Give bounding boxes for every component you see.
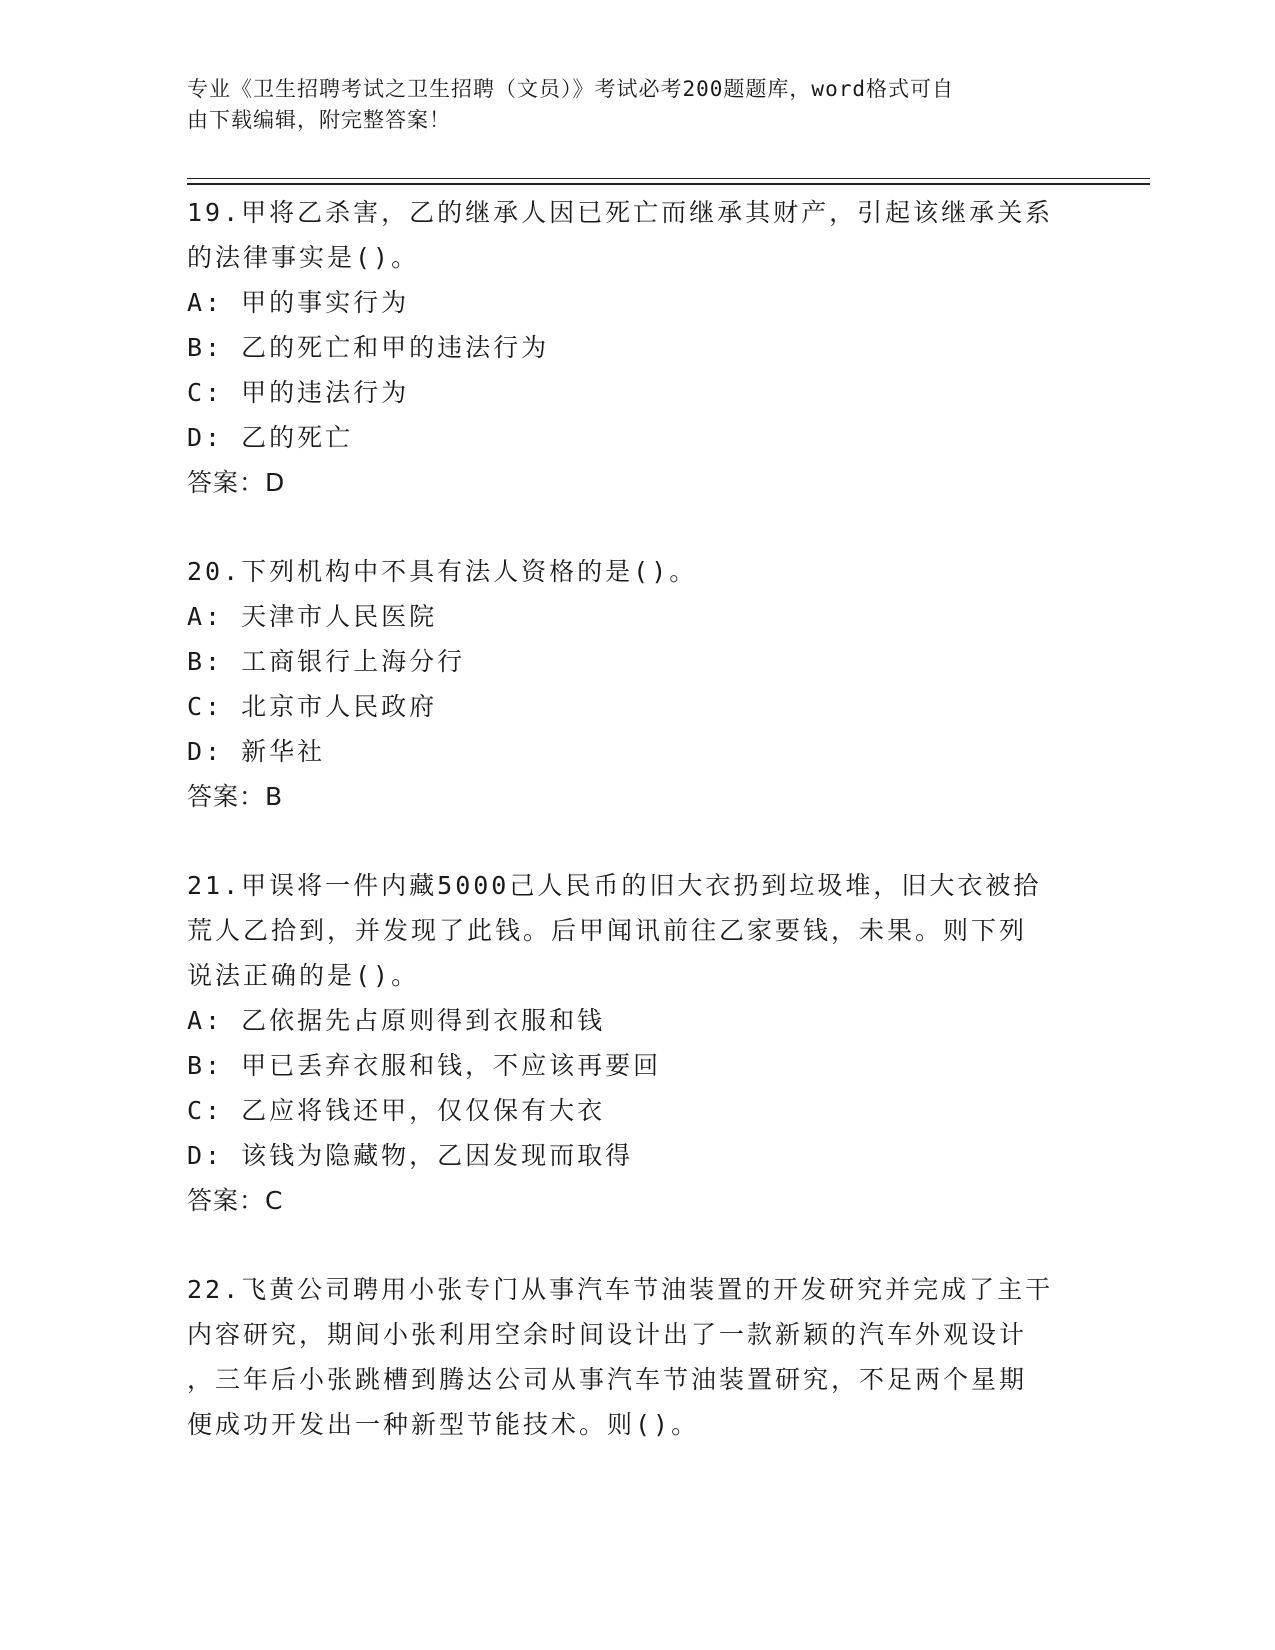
question-stem: 19.甲将乙杀害，乙的继承人因已死亡而继承其财产，引起该继承关系 的法律事实是()。: [187, 198, 1054, 272]
option-b: B: 甲已丢弃衣服和钱，不应该再要回: [187, 1051, 662, 1080]
option-d: D: 乙的死亡: [187, 423, 354, 452]
option-d: D: 该钱为隐藏物，乙因发现而取得: [187, 1141, 634, 1170]
option-b: B: 工商银行上海分行: [187, 647, 466, 676]
option-c: C: 乙应将钱还甲，仅仅保有大衣: [187, 1096, 606, 1125]
document-header: [187, 74, 1067, 136]
question-20: [187, 549, 1087, 819]
option-a: A: 乙依据先占原则得到衣服和钱: [187, 1006, 606, 1035]
answer-line: 答案：B: [187, 782, 284, 811]
header-line-1: 专业《卫生招聘考试之卫生招聘（文员）》考试必考200题题库，word格式可自: [187, 77, 954, 101]
question-22: [187, 1267, 1087, 1447]
question-stem: 21.甲误将一件内藏5000己人民币的旧大衣扔到垃圾堆，旧大衣被拾 荒人乙拾到，并发现了此钱。后甲闻讯前往乙家要钱，未果。则下列 说法正确的是()。: [187, 871, 1042, 990]
option-b: B: 乙的死亡和甲的违法行为: [187, 333, 550, 362]
question-stem: 20.下列机构中不具有法人资格的是()。: [187, 557, 698, 586]
answer-line: 答案：C: [187, 1186, 284, 1215]
question-19: [187, 190, 1087, 505]
option-c: C: 北京市人民政府: [187, 692, 438, 721]
option-a: A: 甲的事实行为: [187, 288, 410, 317]
question-21: [187, 863, 1087, 1223]
option-a: A: 天津市人民医院: [187, 602, 438, 631]
answer-line: 答案：D: [187, 468, 286, 497]
option-d: D: 新华社: [187, 737, 326, 766]
header-divider: [187, 178, 1150, 185]
header-line-2: 由下载编辑，附完整答案！: [187, 108, 451, 132]
question-list: [187, 190, 1087, 1491]
option-c: C: 甲的违法行为: [187, 378, 410, 407]
question-stem: 22.飞黄公司聘用小张专门从事汽车节油装置的开发研究并完成了主干 内容研究，期间小张利用空余时间设计出了一款新颖的汽车外观设计 ，三年后小张跳槽到腾达公司从事汽车节油装置研究，不足两个星期 便成功开发出一种新型节能技术。则()。: [187, 1275, 1054, 1439]
